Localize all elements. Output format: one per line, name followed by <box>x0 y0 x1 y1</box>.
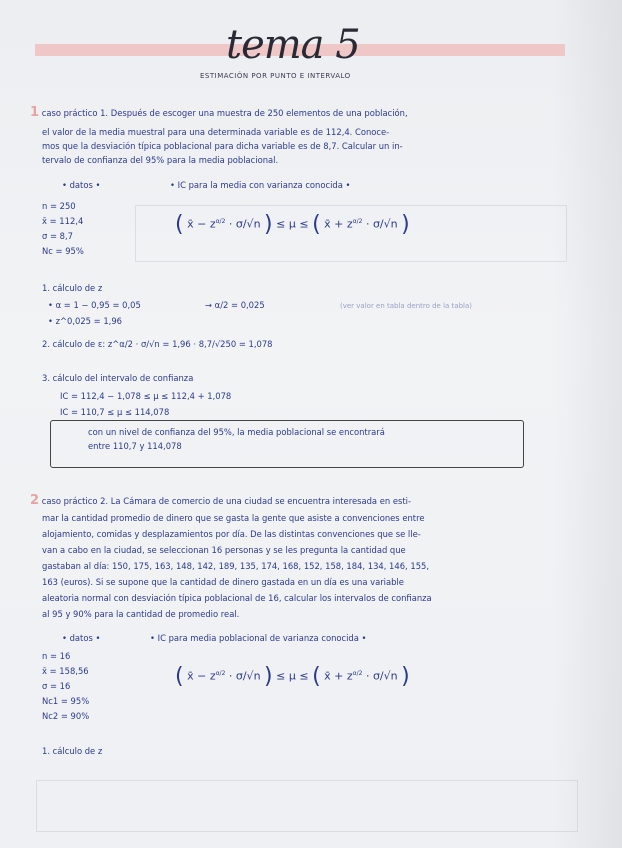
problem1-statement-line-1: Después de escoger una muestra de 250 elementos de una población, <box>110 108 408 118</box>
problem2-statement-line-2: mar la cantidad promedio de dinero que se gasta la gente que asiste a convenciones entre <box>42 513 425 523</box>
formula-right: x̄ + z <box>324 217 353 231</box>
faint-backpage-box <box>135 205 567 262</box>
formula-left: x̄ − z <box>187 217 216 231</box>
page-subtitle: ESTIMACIÓN POR PUNTO E INTERVALO <box>200 72 351 80</box>
problem2-statement-line-8: al 95 y 90% para la cantidad de promedio real. <box>42 609 240 619</box>
p2-formula-exp-left: α/2 <box>215 670 226 677</box>
p2-formula-relation: ≤ μ ≤ <box>276 669 309 683</box>
page-title: tema 5 <box>226 22 360 68</box>
problem2-heading: caso práctico 2. <box>41 496 109 506</box>
problem2-data-sigma: σ = 16 <box>42 681 71 691</box>
problem1-step2: 2. cálculo de ɛ: z^α/2 · σ/√n = 1,96 · 8,7/√250 = 1,078 <box>42 339 273 349</box>
problem1-statement-line-2: el valor de la media muestral para una determinada variable es de 112,4. Conoce- <box>42 127 390 137</box>
problem1-data-n: n = 250 <box>42 201 76 211</box>
problem1-conclusion-line-1: con un nivel de confianza del 95%, la media poblacional se encontrará <box>88 427 385 437</box>
problem2-heading-line <box>30 494 411 508</box>
problem1-step3-result: IC = 110,7 ≤ μ ≤ 114,078 <box>60 407 170 417</box>
p2-formula-mid-right: · σ/√n <box>365 669 398 683</box>
problem2-data-label: • datos • <box>62 633 101 643</box>
problem2-step1-title: 1. cálculo de z <box>42 746 103 756</box>
problem1-step3-title: 3. cálculo del intervalo de confianza <box>42 373 194 383</box>
problem2-number: 2 <box>30 493 40 508</box>
formula-mid-right: · σ/√n <box>365 217 398 231</box>
formula-exp-right: α/2 <box>352 218 363 225</box>
problem1-ic-label: • IC para la media con varianza conocida • <box>170 180 351 190</box>
problem1-step1-alpha-half: → α/2 = 0,025 <box>205 300 265 310</box>
problem1-heading: caso práctico 1. <box>41 108 109 118</box>
problem1-heading-line <box>30 106 408 120</box>
problem2-ic-label: • IC para media poblacional de varianza conocida • <box>150 633 367 643</box>
faint-backpage-box-2 <box>36 780 578 832</box>
p2-formula-exp-right: α/2 <box>352 670 363 677</box>
problem1-step1-alpha: • α = 1 − 0,95 = 0,05 <box>48 300 141 310</box>
problem2-data-nc1: Nc1 = 95% <box>42 696 90 706</box>
problem2-statement-line-4: van a cabo en la ciudad, se seleccionan 16 personas y se les pregunta la cantidad que <box>42 545 406 555</box>
problem1-step1-title: 1. cálculo de z <box>42 283 103 293</box>
problem1-data-label: • datos • <box>62 180 101 190</box>
p2-formula-left: x̄ − z <box>187 669 216 683</box>
problem1-conclusion-line-2: entre 110,7 y 114,078 <box>88 441 182 451</box>
problem2-statement-line-1: La Cámara de comercio de una ciudad se encuentra interesada en esti- <box>110 496 411 506</box>
problem1-step1-z: • z^0,025 = 1,96 <box>48 316 122 326</box>
problem2-data-n: n = 16 <box>42 651 71 661</box>
problem1-step1-note: (ver valor en tabla dentro de la tabla) <box>340 302 472 310</box>
problem1-number: 1 <box>30 105 40 120</box>
problem2-statement-line-7: aleatoria normal con desviación típica poblacional de 16, calcular los intervalos de confianza <box>42 593 432 603</box>
problem2-statement-line-6: 163 (euros). Si se supone que la cantidad de dinero gastada en un día es una variable <box>42 577 404 587</box>
problem1-data-sigma: σ = 8,7 <box>42 231 73 241</box>
page-shadow <box>552 0 622 848</box>
problem2-data-nc2: Nc2 = 90% <box>42 711 90 721</box>
p2-formula-mid-left: · σ/√n <box>228 669 261 683</box>
problem2-formula: ( x̄ − $z^{\alpha/2} \cdot \sigma/√n$ ) ≤ μ ≤ ( x̄ + $z^{\alpha/2} \cdot \sigma/√n$ ) <box>175 664 410 690</box>
problem1-data-nc: Nc = 95% <box>42 246 84 256</box>
problem1-data-mean: x̄ = 112,4 <box>42 216 84 226</box>
p2-formula-right: x̄ + z <box>324 669 353 683</box>
problem1-statement-line-4: tervalo de confianza del 95% para la media poblacional. <box>42 155 279 165</box>
problem2-statement-line-3: alojamiento, comidas y desplazamientos por día. De las distintas convenciones que se lle- <box>42 529 421 539</box>
problem1-formula: ( x̄ − $z^{\alpha/2} \cdot \sigma/√n$ ) ≤ μ ≤ ( x̄ + $z^{\alpha/2} \cdot \sigma/√n$ ) <box>175 212 410 238</box>
problem1-step3-ic: IC = 112,4 − 1,078 ≤ μ ≤ 112,4 + 1,078 <box>60 391 232 401</box>
problem2-data-mean: x̄ = 158,56 <box>42 666 89 676</box>
problem1-statement-line-3: mos que la desviación típica poblacional para dicha variable es de 8,7. Calcular un in- <box>42 141 403 151</box>
formula-relation: ≤ μ ≤ <box>276 217 309 231</box>
formula-exp-left: α/2 <box>215 218 226 225</box>
problem2-statement-line-5: gastaban al día: 150, 175, 163, 148, 142, 189, 135, 174, 168, 152, 158, 184, 134, 146, 155, <box>42 561 430 571</box>
formula-mid-left: · σ/√n <box>228 217 261 231</box>
